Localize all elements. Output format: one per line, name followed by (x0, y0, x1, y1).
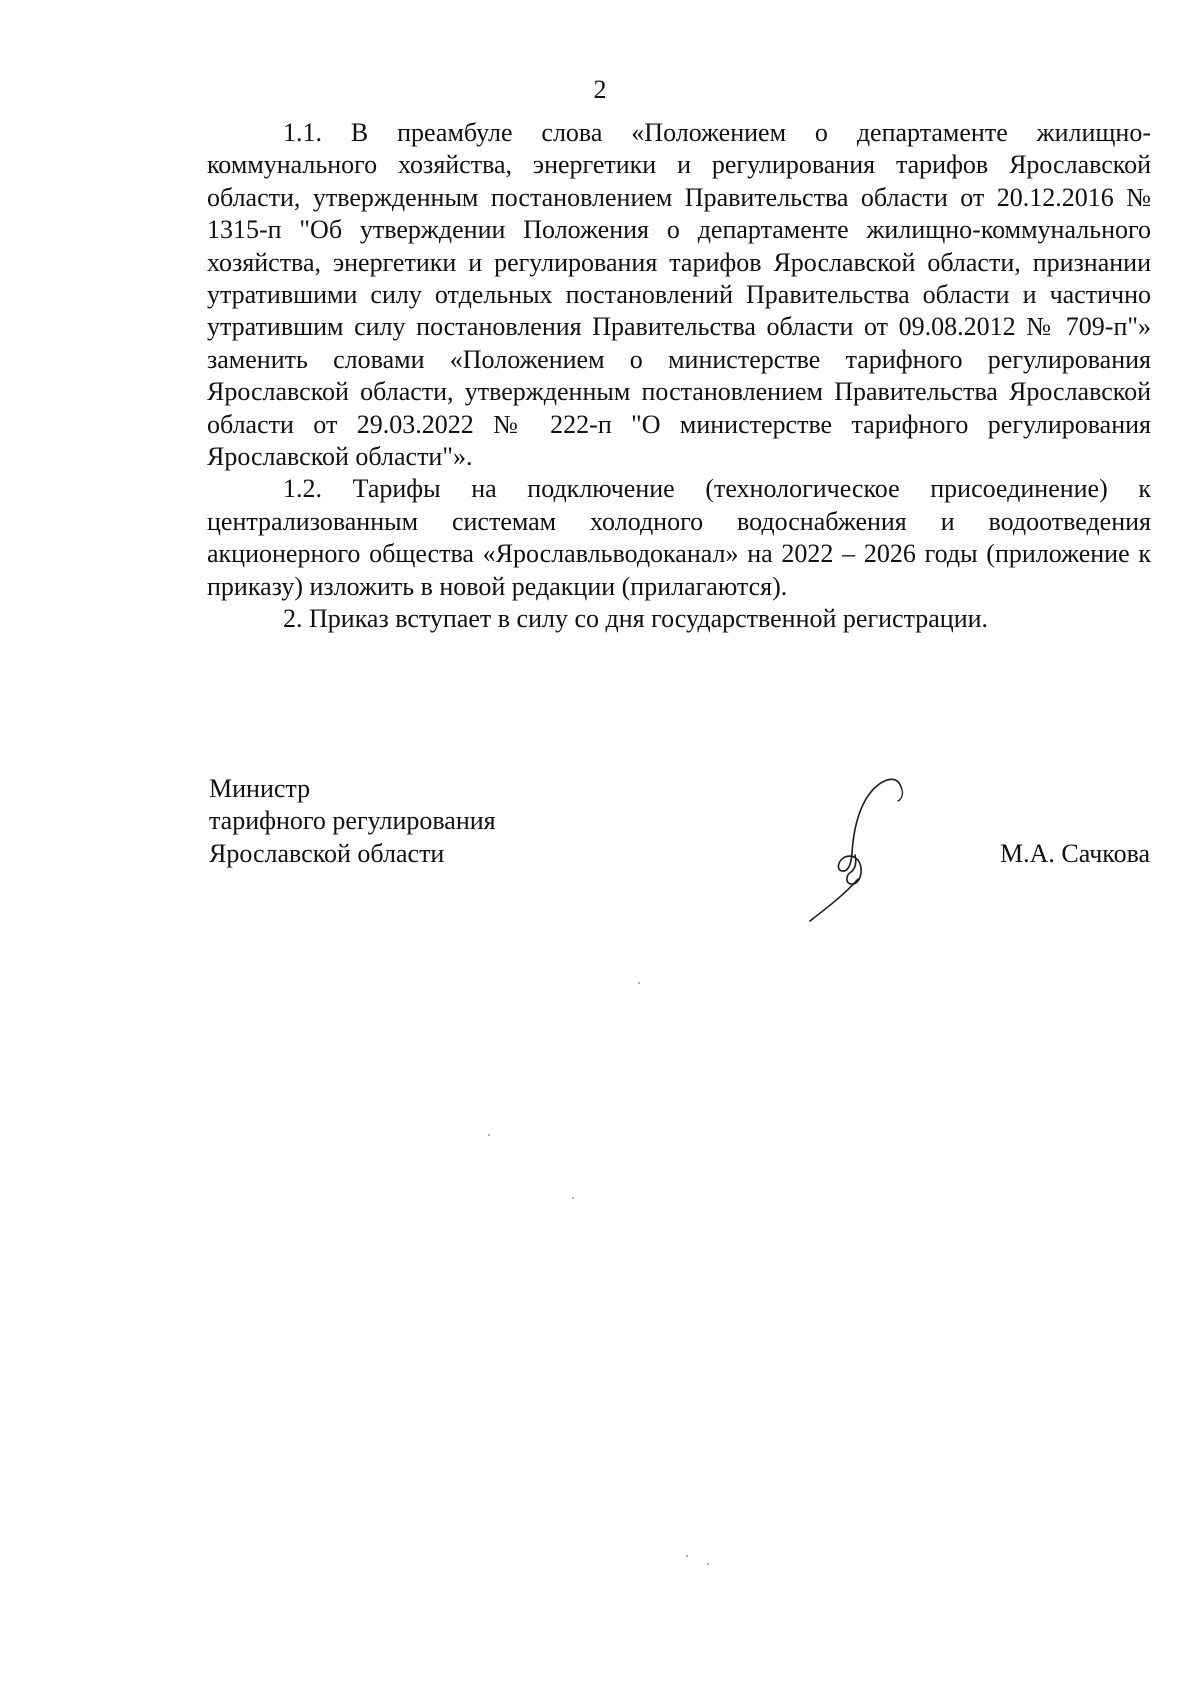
scan-speck (707, 1563, 709, 1565)
position-line-2: тарифного регулирования (209, 806, 496, 836)
page-number: 2 (593, 75, 607, 104)
scan-speck (488, 1134, 490, 1136)
position-line-1: Министр (209, 774, 311, 803)
document-body (207, 117, 1151, 636)
paragraph-1-1: 1.1. В преамбуле слова «Положением о департаменте жилищно-коммунального хозяйства, энергетики и регулирования тарифов Ярославской области, утвержденным постановлением Правительства области от 20.12.2016 № 1315-п "Об утверждении Положения о департаменте жилищно-коммунального хозяйства, энергетики и регулирования тарифов Ярославской области, признании утратившими силу отдельных постановлений Правительства области и частично утратившим силу постановления Правительства области от 09.08.2012 № 709-п"» заменить словами «Положением о министерстве тарифного регулирования Ярославской области, утвержденным постановлением Правительства Ярославской области от 29.03.2022 № 222-п "О министерстве тарифного регулирования Ярославской области"». (207, 118, 1151, 472)
position-line-3: Ярославской области (209, 838, 445, 868)
signatory-position (209, 773, 539, 870)
scan-speck (638, 982, 640, 984)
paragraph-1-2: 1.2. Тарифы на подключение (технологическое присоединение) к централизованным системам холодного водоснабжения и водоотведения акционерного общества «Ярославльводоканал» на 2022 – 2026 годы (приложение к приказу) изложить в новой редакции (прилагаются). (207, 474, 1151, 601)
paragraph-2: 2. Приказ вступает в силу со дня государственной регистрации. (283, 604, 989, 634)
handwritten-signature (800, 775, 920, 925)
scan-speck (686, 1555, 688, 1557)
scan-speck (572, 1197, 574, 1199)
signer-name: М.А. Сачкова (1000, 839, 1151, 868)
